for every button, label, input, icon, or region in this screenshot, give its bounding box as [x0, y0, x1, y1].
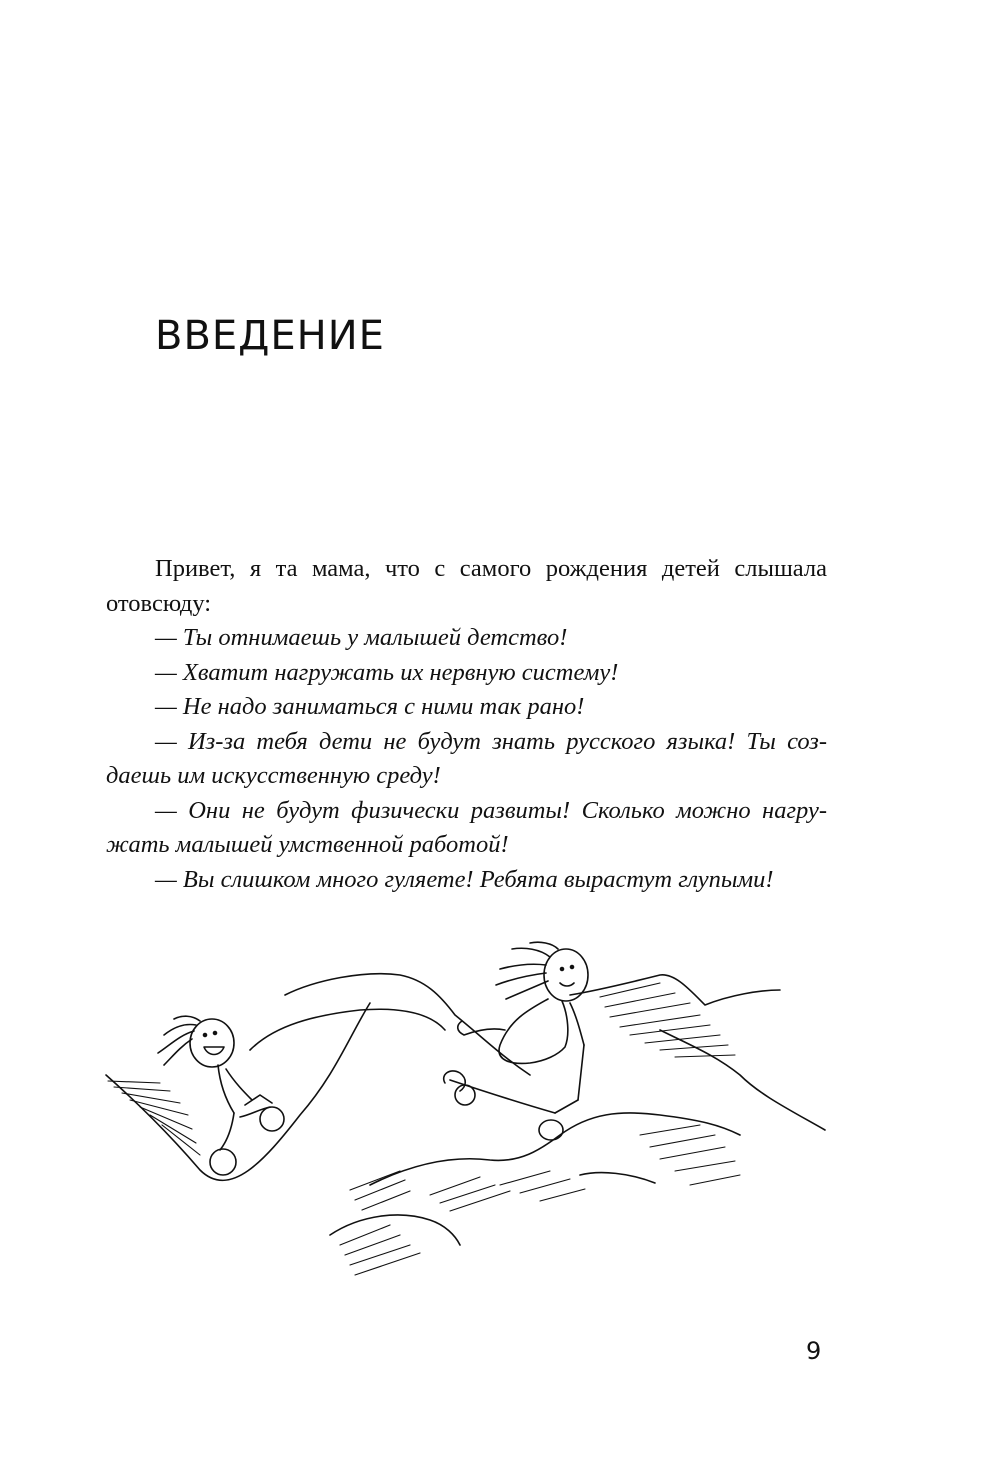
hill-outline: [660, 1030, 825, 1130]
hill-outline: [580, 1173, 655, 1183]
quote-paragraph: — Ты отнимаешь у малышей детство!: [155, 624, 568, 651]
hill-outline: [106, 1003, 370, 1180]
hill-outline: [570, 975, 780, 1005]
quote-paragraph: — Из-за тебя дети не будут знать русского языка! Ты создаешь им искусственную среду!: [106, 727, 827, 789]
hill-outline: [330, 1215, 460, 1245]
hill-outline: [370, 1113, 740, 1185]
page-number: 9: [806, 1337, 822, 1365]
quote-paragraph: — Хватит нагружать их нервную систему!: [155, 658, 619, 686]
quote-paragraph: — Они не будут физически развиты! Сколько можно нагружать малышей умственной работой!: [106, 796, 827, 858]
hatching: [108, 983, 740, 1275]
child-on-bicycle: [158, 1016, 284, 1175]
quote-paragraph: — Вы слишком много гуляете! Ребята вырастут глупыми!: [155, 865, 774, 893]
chapter-title: ВВЕДЕНИЕ: [155, 313, 385, 359]
body-text: [106, 552, 827, 897]
quote-paragraph: — Не надо заниматься с ними так рано!: [155, 693, 585, 720]
children-riding-bikes-drawing-icon: [100, 935, 835, 1290]
hill-outline: [285, 974, 530, 1075]
intro-paragraph: Привет, я та мама, что с самого рождения детей слышала отовсюду:: [106, 555, 827, 617]
child-on-scooter: [444, 942, 588, 1140]
